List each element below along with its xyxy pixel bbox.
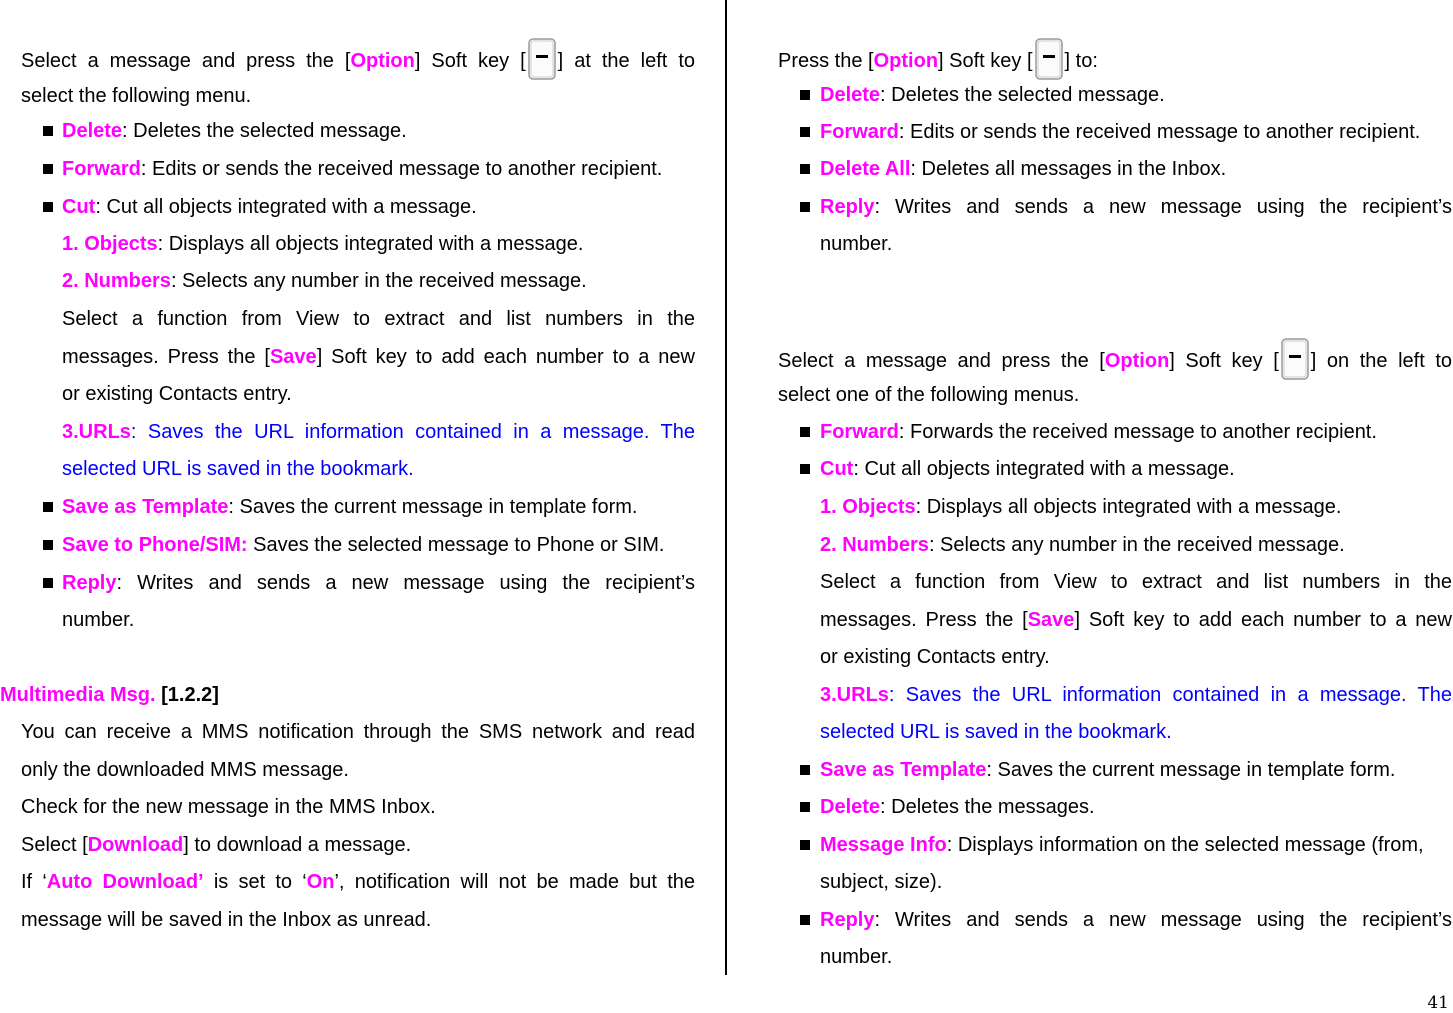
square-bullet-icon xyxy=(43,164,53,174)
square-bullet-icon xyxy=(800,164,810,174)
right-item-delete-all: Delete All: Deletes all messages in the Inbox. xyxy=(820,158,1227,180)
square-bullet-icon xyxy=(800,765,810,775)
right-select-line1: Select a function from View to extract and list numbers in the xyxy=(820,571,1452,593)
mms-paragraph1-line1: You can receive a MMS notification through the SMS network and read xyxy=(21,721,695,743)
left-intro-line1: Select a message and press the [Option] Soft key [ ] at the left to xyxy=(21,38,695,80)
square-bullet-icon xyxy=(800,202,810,212)
left-item-cut: Cut: Cut all objects integrated with a message. xyxy=(62,196,477,218)
mms-paragraph3: Select [Download] to download a message. xyxy=(21,834,412,856)
mms-paragraph4-line1: If ‘Auto Download’ is set to ‘On’, notification will not be made but the xyxy=(21,871,695,893)
square-bullet-icon xyxy=(800,802,810,812)
left-item-save-phone: Save to Phone/SIM: Saves the selected message to Phone or SIM. xyxy=(62,534,665,556)
section-heading-multimedia: Multimedia Msg. [1.2.2] xyxy=(0,684,219,706)
right-item-forward: Forward: Edits or sends the received message to another recipient. xyxy=(820,121,1421,143)
square-bullet-icon xyxy=(43,502,53,512)
right-intro: Press the [Option] Soft key [ ] to: xyxy=(778,38,1098,80)
mms-paragraph1-line2: only the downloaded MMS message. xyxy=(21,759,349,781)
left-urls-line2: selected URL is saved in the bookmark. xyxy=(62,458,414,480)
right-item-reply2: Reply: Writes and sends a new message using the recipient’s xyxy=(820,909,1452,931)
square-bullet-icon xyxy=(43,202,53,212)
right-item-forward2: Forward: Forwards the received message to another recipient. xyxy=(820,421,1377,443)
column-divider xyxy=(725,0,727,975)
right-select-line3: or existing Contacts entry. xyxy=(820,646,1050,668)
right-message-info-line2: subject, size). xyxy=(820,871,943,893)
square-bullet-icon xyxy=(800,127,810,137)
soft-key-minus-icon xyxy=(1035,38,1063,80)
right-item-message-info: Message Info: Displays information on the selected message (from, xyxy=(820,834,1424,856)
option-key-label: Option xyxy=(350,50,415,72)
right-item-delete: Delete: Deletes the selected message. xyxy=(820,84,1165,106)
soft-key-minus-icon xyxy=(528,38,556,80)
left-select-line1: Select a function from View to extract and list numbers in the xyxy=(62,308,695,330)
right-item-reply: Reply: Writes and sends a new message using the recipient’s xyxy=(820,196,1452,218)
square-bullet-icon xyxy=(43,126,53,136)
left-subitem-objects: 1. Objects: Displays all objects integrated with a message. xyxy=(62,233,584,255)
left-item-delete: Delete: Deletes the selected message. xyxy=(62,120,407,142)
square-bullet-icon xyxy=(800,90,810,100)
right-item-cut: Cut: Cut all objects integrated with a message. xyxy=(820,458,1235,480)
right-item-delete2: Delete: Deletes the messages. xyxy=(820,796,1095,818)
right-select-line2: messages. Press the [Save] Soft key to add each number to a new xyxy=(820,609,1452,631)
right-subitem-urls: 3.URLs: Saves the URL information contained in a message. The xyxy=(820,684,1452,706)
left-select-line3: or existing Contacts entry. xyxy=(62,383,292,405)
square-bullet-icon xyxy=(43,578,53,588)
square-bullet-icon xyxy=(800,464,810,474)
right-subitem-objects: 1. Objects: Displays all objects integrated with a message. xyxy=(820,496,1342,518)
left-intro-line2: select the following menu. xyxy=(21,85,252,107)
left-subitem-numbers: 2. Numbers: Selects any number in the received message. xyxy=(62,270,587,292)
right-reply-line2: number. xyxy=(820,233,893,255)
page-number: 41 xyxy=(1427,993,1449,1013)
square-bullet-icon xyxy=(800,840,810,850)
square-bullet-icon xyxy=(800,915,810,925)
right-reply2-line2: number. xyxy=(820,946,893,968)
left-item-reply: Reply: Writes and sends a new message using the recipient’s xyxy=(62,572,695,594)
left-reply-line2: number. xyxy=(62,609,135,631)
left-select-line2: messages. Press the [Save] Soft key to add each number to a new xyxy=(62,346,695,368)
square-bullet-icon xyxy=(43,540,53,550)
right-intro2-line2: select one of the following menus. xyxy=(778,384,1080,406)
soft-key-minus-icon xyxy=(1281,338,1309,380)
right-subitem-numbers: 2. Numbers: Selects any number in the received message. xyxy=(820,534,1345,556)
left-subitem-urls: 3.URLs: Saves the URL information contained in a message. The xyxy=(62,421,695,443)
mms-paragraph2: Check for the new message in the MMS Inbox. xyxy=(21,796,436,818)
left-item-save-template: Save as Template: Saves the current message in template form. xyxy=(62,496,638,518)
square-bullet-icon xyxy=(800,427,810,437)
right-intro2-line1: Select a message and press the [Option] Soft key [ ] on the left to xyxy=(778,338,1452,380)
left-item-forward: Forward: Edits or sends the received message to another recipient. xyxy=(62,158,663,180)
right-urls-line2: selected URL is saved in the bookmark. xyxy=(820,721,1172,743)
right-item-save-template: Save as Template: Saves the current message in template form. xyxy=(820,759,1396,781)
mms-paragraph4-line2: message will be saved in the Inbox as unread. xyxy=(21,909,432,931)
